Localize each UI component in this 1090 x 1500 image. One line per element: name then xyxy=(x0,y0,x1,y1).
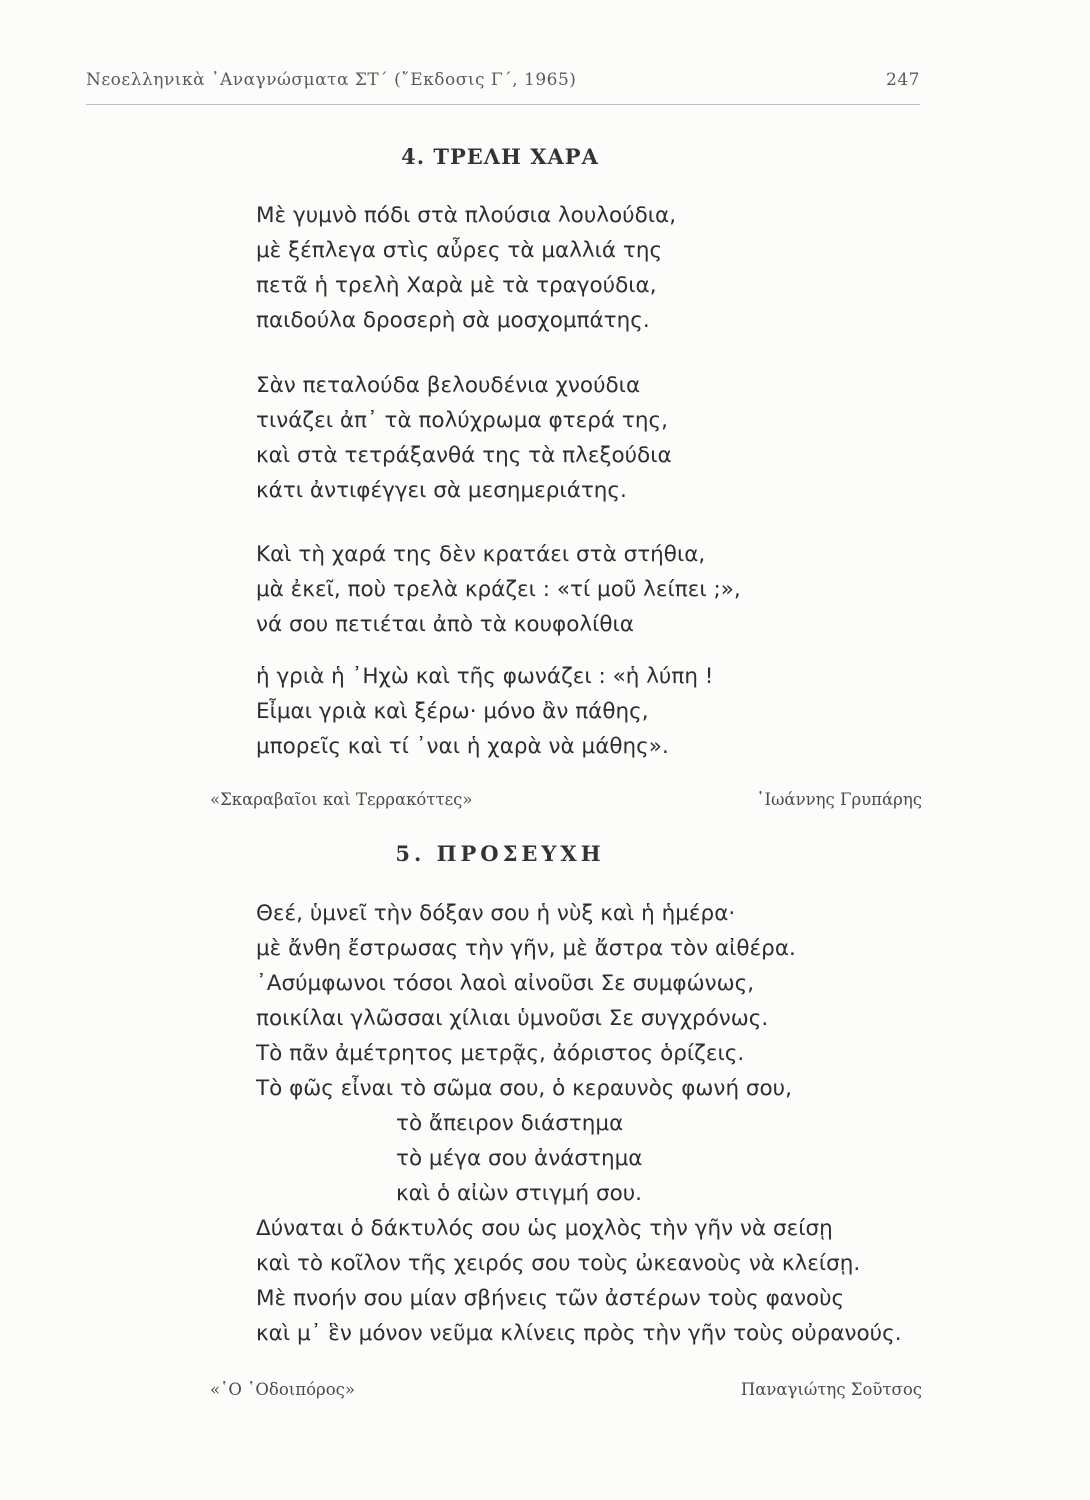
verse-line: νά σου πετιέται ἀπὸ τὰ κουφολίθια xyxy=(256,612,634,637)
verse-line: καὶ ὁ αἰὼν στιγμή σου. xyxy=(396,1181,643,1206)
author-name: Παναγιώτης Σοῦτσος xyxy=(740,1380,922,1399)
running-header xyxy=(86,70,920,90)
verse-line: Μὲ πνοήν σου μίαν σβήνεις τῶν ἀστέρων τοὺς φανοὺς xyxy=(256,1286,845,1311)
source-title: «῾Ο ῾Οδοιπόρος» xyxy=(210,1380,355,1399)
verse-line: Σὰν πεταλούδα βελουδένια χνούδια xyxy=(256,373,641,398)
verse-line: μὲ ξέπλεγα στὶς αὖρες τὰ μαλλιά της xyxy=(256,238,663,263)
poem2-verses xyxy=(256,896,902,1351)
verse-line: παιδούλα δροσερὴ σὰ μοσχομπάτης. xyxy=(256,308,650,333)
poem2-attribution xyxy=(210,1380,922,1399)
verse-line: ᾿Ασύμφωνοι τόσοι λαοὶ αἰνοῦσι Σε συμφώνως, xyxy=(256,971,755,996)
verse-line: Τὸ πᾶν ἀμέτρητος μετρᾷς, ἀόριστος ὁρίζεις. xyxy=(256,1041,745,1066)
header-rule xyxy=(86,104,920,105)
verse-line: καὶ μ᾿ ἓν μόνον νεῦμα κλίνεις πρὸς τὴν γῆν τοὺς οὐρανούς. xyxy=(256,1321,902,1346)
verse-line: ἡ γριὰ ἡ ᾿Ηχὼ καὶ τῆς φωνάζει : «ἡ λύπη ! xyxy=(256,664,714,689)
verse-line: Δύναται ὁ δάκτυλός σου ὡς μοχλὸς τὴν γῆν νὰ σείσῃ xyxy=(256,1216,833,1241)
verse-line: Μὲ γυμνὸ πόδι στὰ πλούσια λουλούδια, xyxy=(256,203,677,228)
verse-line: Εἶμαι γριὰ καὶ ξέρω· μόνο ἂν πάθης, xyxy=(256,699,649,724)
running-title: Νεοελληνικὰ ᾿Αναγνώσματα ΣΤ΄ (῎Εκδοσις Γ΄, 1965) xyxy=(86,70,577,90)
verse-line: Θεέ, ὑμνεῖ τὴν δόξαν σου ἡ νὺξ καὶ ἡ ἡμέρα· xyxy=(256,901,736,926)
verse-line: καὶ στὰ τετράξανθά της τὰ πλεξούδια xyxy=(256,443,672,468)
poem1-stanza-1 xyxy=(256,198,676,338)
verse-line: Τὸ φῶς εἶναι τὸ σῶμα σου, ὁ κεραυνὸς φωνή σου, xyxy=(256,1076,792,1101)
poem1-stanza-4 xyxy=(256,659,713,764)
verse-line: μὲ ἄνθη ἔστρωσας τὴν γῆν, μὲ ἄστρα τὸν αἰθέρα. xyxy=(256,936,796,961)
author-name: ᾿Ιωάννης Γρυπάρης xyxy=(756,790,922,809)
verse-line: καὶ τὸ κοῖλον τῆς χειρός σου τοὺς ὠκεανοὺς νὰ κλείσῃ. xyxy=(256,1251,861,1276)
poem1-attribution xyxy=(210,790,922,809)
verse-line: κάτι ἀντιφέγγει σὰ μεσημεριάτης. xyxy=(256,478,627,503)
page-number: 247 xyxy=(886,70,920,90)
verse-line: Καὶ τὴ χαρά της δὲν κρατάει στὰ στήθια, xyxy=(256,542,706,567)
verse-line: μπορεῖς καὶ τί ᾿ναι ἡ χαρὰ νὰ μάθης». xyxy=(256,734,669,759)
source-title: «Σκαραβαῖοι καὶ Τερρακόττες» xyxy=(210,790,473,809)
verse-line: τὸ μέγα σου ἀνάστημα xyxy=(396,1146,643,1171)
poem-title-trelh-xara: 4. ΤΡΕΛΗ ΧΑΡΑ xyxy=(401,144,599,169)
verse-line: τὸ ἄπειρον διάστημα xyxy=(396,1111,624,1136)
poem-title-proseyxh: 5. ΠΡΟΣΕΥΧΗ xyxy=(395,841,605,866)
verse-line: τινάζει ἀπ᾿ τὰ πολύχρωμα φτερά της, xyxy=(256,408,668,433)
verse-line: μὰ ἐκεῖ, ποὺ τρελὰ κράζει : «τί μοῦ λείπει ;», xyxy=(256,577,741,602)
poem1-stanza-2 xyxy=(256,368,672,508)
verse-line: πετᾶ ἡ τρελὴ Χαρὰ μὲ τὰ τραγούδια, xyxy=(256,273,657,298)
verse-line: ποικίλαι γλῶσσαι χίλιαι ὑμνοῦσι Σε συγχρόνως. xyxy=(256,1006,769,1031)
poem1-stanza-3 xyxy=(256,537,741,642)
